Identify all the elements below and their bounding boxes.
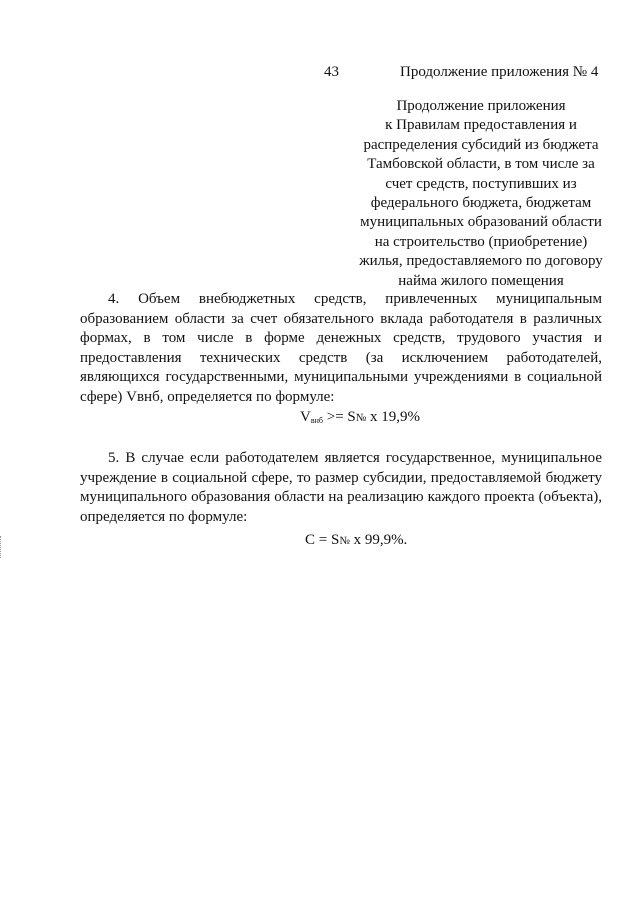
appendix-line: к Правилам предоставления и — [385, 117, 577, 134]
formula-s: S — [347, 409, 356, 425]
formula-rest: x 99,9%. — [349, 532, 408, 548]
formula-lhs: V — [300, 409, 311, 425]
formula-s-subscript: № — [339, 535, 350, 547]
appendix-line: найма жилого помещения — [398, 272, 564, 289]
formula-lhs: C = — [305, 532, 331, 548]
appendix-line: жилья, предоставляемого по договору — [359, 253, 603, 270]
formula-lhs-subscript: внб — [310, 416, 323, 425]
appendix-line: Тамбовской области, в том числе за — [367, 156, 595, 173]
paragraph-4: 4. Объем внебюджетных средств, привлеченных муниципальным образованием области за счет обязательного вклада работодателя в различных формах, в том числе в форме денежных средств, трудового участия и предоставления технических средств (за исключением работодателей, являющихся государственными, муниципальными учреждениями в социальной сфере) Vвнб, определяется по формуле: — [80, 291, 602, 405]
page-number: 43 — [324, 64, 339, 80]
appendix-title — [336, 97, 626, 291]
formula-vnb — [300, 409, 420, 426]
appendix-line: счет средств, поступивших из — [385, 175, 577, 192]
formula-subsidy — [305, 532, 407, 549]
appendix-line: на строительство (приобретение) — [374, 233, 588, 250]
formula-operator: >= — [322, 409, 348, 425]
paragraph-5: 5. В случае если работодателем является государственное, муниципальное учреждение в социальной сфере, то размер субсидии, предоставляемой бюджету муниципального образования области на реализацию каждого проекта (объекта), определяется по формуле: — [80, 450, 602, 525]
appendix-line: федерального бюджета, бюджетам — [370, 195, 592, 212]
margin-mark — [0, 536, 3, 558]
continuation-note: Продолжение приложения № 4 — [400, 64, 599, 80]
formula-rest: x 19,9% — [366, 409, 420, 425]
formula-s: S — [330, 532, 340, 548]
appendix-line: Продолжение приложения — [396, 98, 566, 114]
formula-s-subscript: № — [355, 412, 367, 424]
appendix-line: распределения субсидий из бюджета — [363, 136, 599, 153]
appendix-line: муниципальных образований области — [360, 214, 602, 231]
